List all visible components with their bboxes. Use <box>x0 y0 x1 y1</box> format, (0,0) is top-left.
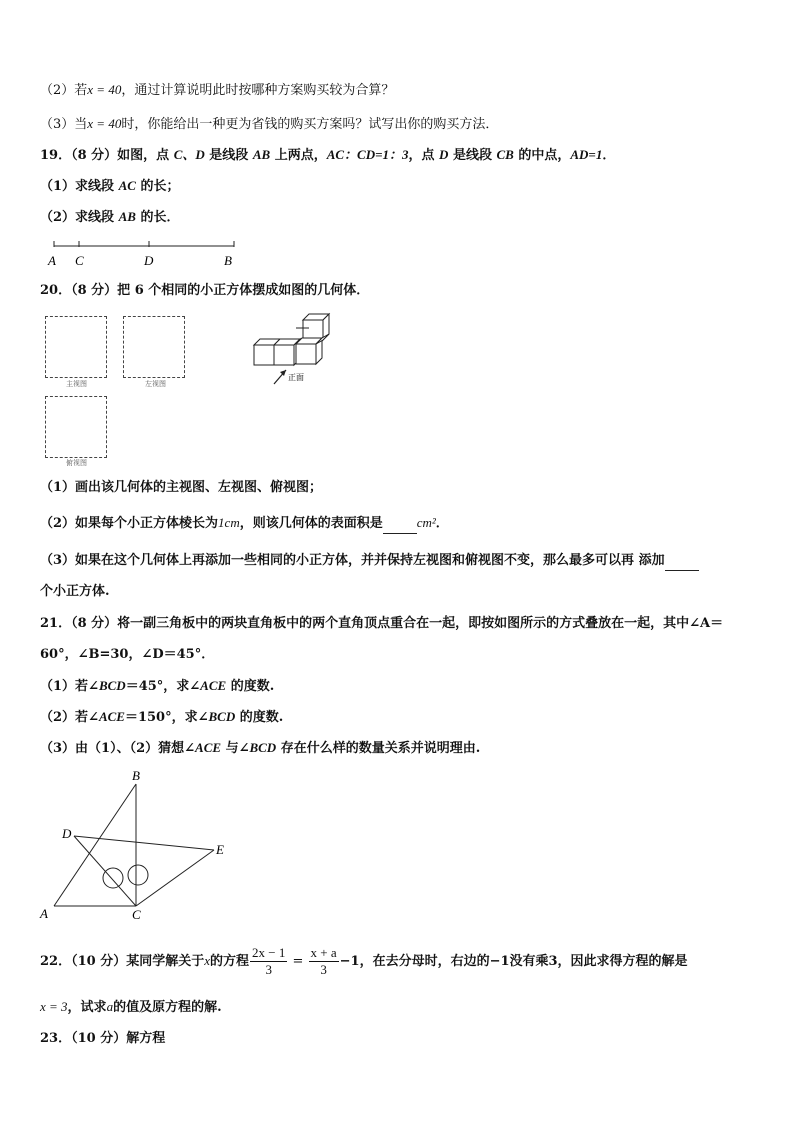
q20-cubes-blank[interactable] <box>665 552 699 571</box>
q18-part2: （2）若x = 40，通过计算说明此时按哪种方案购买较为合算？ <box>40 82 395 98</box>
segment-diagram <box>40 238 250 268</box>
q20-surface-blank[interactable] <box>383 515 417 534</box>
label-a: A <box>48 253 56 268</box>
front-view-caption: 主视图 <box>66 380 87 388</box>
angle-circle-right <box>128 865 148 885</box>
q21-stem-line1: 21．（8 分）将一副三角板中的两块直角板中的两个直角顶点重合在一起，即按如图所示的方式叠放在一起，其中∠A＝ <box>40 616 724 631</box>
left-view-box <box>123 316 185 378</box>
q22-stem: 22．（10 分）某同学解关于x的方程 $\frac{2x - 1}{3}$ = $\frac{x + a}{3}$ −1，在去分母时，右边的−1没有乘3，因此求得方程的解是 <box>40 945 688 977</box>
front-view-box <box>45 316 107 378</box>
fraction-right: $\frac{x + a}{3}$ <box>310 945 337 977</box>
q19-sub2: （2）求线段 AB 的长． <box>40 209 180 225</box>
edge-de <box>74 836 214 850</box>
q18-part3: （3）当x = 40时，你能给出一种更为省钱的购买方案吗？试写出你的购买方法． <box>40 116 499 132</box>
edge-dc <box>74 836 136 906</box>
label-b: B <box>224 253 232 268</box>
label-d: D <box>62 826 72 841</box>
label-b: B <box>132 768 140 783</box>
q21-sub3: （3）由（1）、（2）猜想∠ACE 与∠BCD 存在什么样的数量关系并说明理由. <box>40 740 481 756</box>
q21-sub2: （2）若∠ACE＝150°，求∠BCD 的度数. <box>40 709 284 725</box>
front-label: 正面 <box>288 373 304 382</box>
angle-circle-left <box>103 868 123 888</box>
q19-sub1: （1）求线段 AC 的长； <box>40 178 180 194</box>
q19-stem: 19．（8 分）如图，点 C、D 是线段 AB 上两点，AC：CD=1：3，点 D 是线段 CB 的中点，AD=1． <box>40 147 616 163</box>
label-c: C <box>132 907 141 922</box>
top-view-caption: 俯视图 <box>66 459 87 467</box>
q20-sub1: （1）画出该几何体的主视图、左视图、俯视图； <box>40 480 323 495</box>
q21-sub1: （1）若∠BCD＝45°，求∠ACE 的度数. <box>40 678 275 694</box>
q20-sub3-cont: 个小正方体. <box>40 584 110 599</box>
left-view-caption: 左视图 <box>145 380 166 388</box>
top-view-box <box>45 396 107 458</box>
cube-stack <box>254 314 329 365</box>
fraction-left: $\frac{2x - 1}{3}$ <box>252 945 286 977</box>
cube-solid-figure <box>246 308 346 388</box>
label-c: C <box>75 253 84 268</box>
label-a: A <box>40 906 48 921</box>
triangle-figure <box>36 766 236 926</box>
q23-stem: 23．（10 分）解方程 <box>40 1031 166 1046</box>
q20-sub2: （2）如果每个小正方体棱长为1cm，则该几何体的表面积是 cm²． <box>40 514 449 534</box>
label-d: D <box>144 253 154 268</box>
q20-sub3: （3）如果在这个几何体上再添加一些相同的小正方体，并并保持左视图和俯视图不变，那么最多可以再 添加 <box>40 552 699 571</box>
q21-stem-line2: 60°，∠B=30，∠D＝45°． <box>40 647 215 662</box>
q20-stem: 20．（8 分）把 6 个相同的小正方体摆成如图的几何体． <box>40 283 370 298</box>
label-e: E <box>216 842 224 857</box>
edge-ab <box>54 784 136 906</box>
q22-line2: x = 3，试求a的值及原方程的解. <box>40 999 222 1015</box>
